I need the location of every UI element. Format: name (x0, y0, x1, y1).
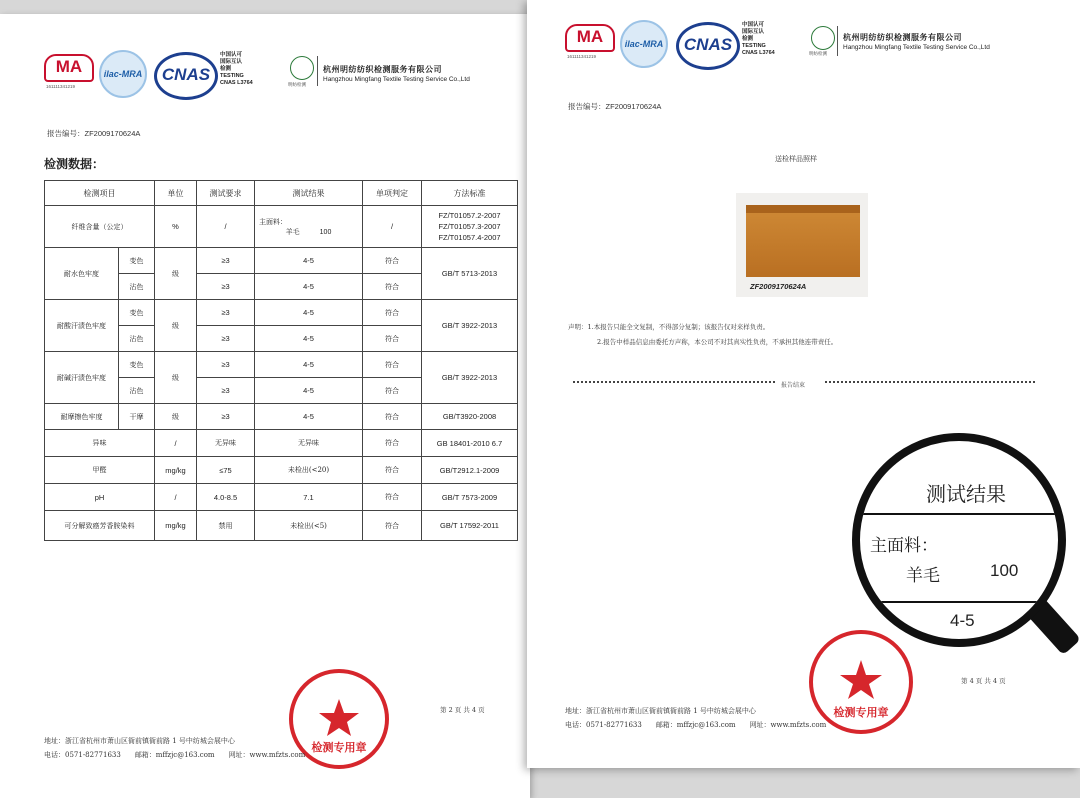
row-unit: 级 (155, 300, 197, 352)
row-result: 4-5 (255, 404, 363, 430)
row-unit: mg/kg (155, 457, 197, 484)
row-method: GB/T 3922-2013 (422, 300, 518, 352)
header-divider (837, 26, 838, 56)
row-item: 耐摩擦色牢度 (45, 404, 119, 430)
row-req: ≥3 (197, 326, 255, 352)
page-number: 第 2 页 共 4 页 (440, 706, 485, 714)
company-logo-icon (811, 26, 835, 50)
magnified-rule (860, 513, 1058, 515)
company-name-en: Hangzhou Mingfang Textile Testing Service Co.,Ltd (843, 44, 990, 51)
cnas-text: 中国认可 国际互认 检测 TESTING CNAS L3764 (220, 52, 253, 86)
stamp-label: 检测专用章 (311, 741, 367, 754)
row-method: FZ/T01057.2-2007 FZ/T01057.3-2007 FZ/T01057.4-2007 (422, 206, 518, 248)
row-method: GB/T 5713-2013 (422, 248, 518, 300)
stamp-label: 检测专用章 (833, 706, 889, 719)
footer (565, 704, 826, 732)
row-result: 7.1 (255, 484, 363, 511)
row-unit: 级 (155, 404, 197, 430)
cnas-logo: CNAS (676, 22, 740, 70)
footer-contact: 电话：0571-82771633 邮箱：mffzjc@163.com 网址：www.mfzts.com (565, 721, 827, 729)
row-verdict: 符合 (363, 457, 422, 484)
ma-number: 161111341219 (46, 84, 76, 89)
header-item: 检测项目 (45, 181, 155, 206)
company-logo-caption: 明纺检测 (288, 83, 306, 88)
row-result (255, 206, 363, 248)
row-sub: 干摩 (119, 404, 155, 430)
company-name-cn: 杭州明纺纺织检测服务有限公司 (323, 64, 442, 74)
row-result: 4-5 (255, 378, 363, 404)
sample-title: 送检样品照样 (775, 155, 817, 163)
row-unit: % (155, 206, 197, 248)
table-header-row (45, 181, 518, 206)
magnified-wool: 羊毛 (906, 566, 940, 586)
row-result: 4-5 (255, 352, 363, 378)
row-verdict: 符合 (363, 326, 422, 352)
row-sub: 变色 (119, 352, 155, 378)
fiber-main-label: 主面料： (259, 217, 287, 226)
row-verdict: 符合 (363, 248, 422, 274)
row-method: GB 18401-2010 6.7 (422, 430, 518, 457)
end-dots-left (573, 381, 775, 387)
row-method: GB/T 7573-2009 (422, 484, 518, 511)
row-req: ≥3 (197, 352, 255, 378)
row-result: 4-5 (255, 300, 363, 326)
row-verdict: 符合 (363, 511, 422, 541)
row-method: GB/T 3922-2013 (422, 352, 518, 404)
report-number: 报告编号：ZF2009170624A (47, 129, 141, 138)
table-row (45, 300, 518, 326)
row-verdict: 符合 (363, 378, 422, 404)
report-page-4 (527, 0, 1080, 768)
company-logo-caption: 明纺检测 (809, 52, 827, 57)
table-row (45, 248, 518, 274)
table-row (45, 484, 518, 511)
fabric-edge (746, 205, 860, 213)
row-req: ≥3 (197, 274, 255, 300)
footer-address: 地址：浙江省杭州市萧山区衙前镇衙前路 1 号中纺城会展中心 (44, 737, 235, 745)
company-name-cn: 杭州明纺纺织检测服务有限公司 (843, 32, 962, 42)
footer-contact: 电话：0571-82771633 邮箱：mffzjc@163.com 网址：www.mfzts.com (44, 751, 306, 759)
row-unit: / (155, 430, 197, 457)
header-verdict: 单项判定 (363, 181, 422, 206)
row-item: 纤维含量（公定） (45, 206, 155, 248)
row-verdict: 符合 (363, 484, 422, 511)
row-sub: 沾色 (119, 378, 155, 404)
row-unit: / (155, 484, 197, 511)
header-requirement: 测试要求 (197, 181, 255, 206)
statement-2: 2.报告中样品信息由委托方声称，本公司不对其真实性负责，不承担其他连带责任。 (597, 338, 838, 346)
row-result: 无异味 (255, 430, 363, 457)
header-divider (317, 56, 318, 86)
cnas-logo: CNAS (154, 52, 218, 100)
row-verdict: 符合 (363, 300, 422, 326)
footer-address: 地址：浙江省杭州市萧山区衙前镇衙前路 1 号中纺城会展中心 (565, 707, 756, 715)
ilac-mra-logo: ilac-MRA (620, 20, 668, 68)
sample-photo (736, 193, 868, 297)
table-row (45, 511, 518, 541)
page-number: 第 4 页 共 4 页 (961, 677, 1006, 685)
row-req: 无异味 (197, 430, 255, 457)
row-req: 禁用 (197, 511, 255, 541)
company-logo-icon (290, 56, 314, 80)
footer (44, 734, 305, 762)
statement-1: 声明：1.本报告只能全文复制，不得部分复制；该报告仅对来样负责。 (568, 323, 770, 331)
row-req: 4.0-8.5 (197, 484, 255, 511)
ma-logo: MA (44, 54, 94, 82)
row-verdict: 符合 (363, 404, 422, 430)
row-item: 耐水色牢度 (45, 248, 119, 300)
row-result: 4-5 (255, 274, 363, 300)
row-unit: mg/kg (155, 511, 197, 541)
row-sub: 变色 (119, 248, 155, 274)
table-row (45, 352, 518, 378)
row-method: GB/T 17592-2011 (422, 511, 518, 541)
ilac-mra-logo: ilac-MRA (99, 50, 147, 98)
row-result: 4-5 (255, 326, 363, 352)
magnified-rule (860, 601, 1058, 603)
row-item: pH (45, 484, 155, 511)
magnified-main-label: 主面料： (870, 536, 938, 556)
magnified-fastness: 4-5 (950, 611, 975, 630)
row-req: ≥3 (197, 404, 255, 430)
row-item: 耐酸汗渍色牢度 (45, 300, 119, 352)
row-result: 未检出(<5) (255, 511, 363, 541)
row-method: GB/T2912.1-2009 (422, 457, 518, 484)
table-row (45, 206, 518, 248)
row-result: 4-5 (255, 248, 363, 274)
table-row (45, 404, 518, 430)
row-verdict: / (363, 206, 422, 248)
header-unit: 单位 (155, 181, 197, 206)
magnifier-glass-icon (852, 433, 1066, 647)
row-sub: 沾色 (119, 274, 155, 300)
sample-label: ZF2009170624A (750, 282, 807, 291)
row-verdict: 符合 (363, 274, 422, 300)
row-item: 甲醛 (45, 457, 155, 484)
row-item: 耐碱汗渍色牢度 (45, 352, 119, 404)
report-page-2 (0, 14, 530, 798)
magnified-heading: 测试结果 (926, 482, 1006, 506)
end-dots-right (825, 381, 1035, 387)
row-sub: 沾色 (119, 326, 155, 352)
magnified-value: 100 (990, 561, 1019, 580)
header-result: 测试结果 (255, 181, 363, 206)
row-req: ≥3 (197, 300, 255, 326)
row-result: 未检出(<20) (255, 457, 363, 484)
fabric-swatch (746, 205, 860, 277)
row-req: ≥3 (197, 378, 255, 404)
row-verdict: 符合 (363, 352, 422, 378)
ma-number: 161111341219 (567, 54, 597, 59)
ma-logo: MA (565, 24, 615, 52)
fiber-composition: 羊毛 100 (285, 227, 332, 236)
row-sub: 变色 (119, 300, 155, 326)
company-name-en: Hangzhou Mingfang Textile Testing Service Co.,Ltd (323, 76, 470, 83)
row-method: GB/T3920-2008 (422, 404, 518, 430)
end-label: 报告结束 (781, 382, 806, 389)
row-req: ≥3 (197, 248, 255, 274)
row-unit: 级 (155, 248, 197, 300)
header-method: 方法标准 (422, 181, 518, 206)
test-data-table (44, 180, 518, 541)
section-title: 检测数据： (44, 157, 105, 171)
cnas-text: 中国认可 国际互认 检测 TESTING CNAS L3764 (742, 22, 775, 56)
row-verdict: 符合 (363, 430, 422, 457)
row-req: / (197, 206, 255, 248)
row-unit: 级 (155, 352, 197, 404)
table-row (45, 457, 518, 484)
report-number: 报告编号：ZF2009170624A (568, 102, 662, 111)
row-item: 异味 (45, 430, 155, 457)
row-item: 可分解致癌芳香胺染料 (45, 511, 155, 541)
row-req: ≤75 (197, 457, 255, 484)
table-row (45, 430, 518, 457)
